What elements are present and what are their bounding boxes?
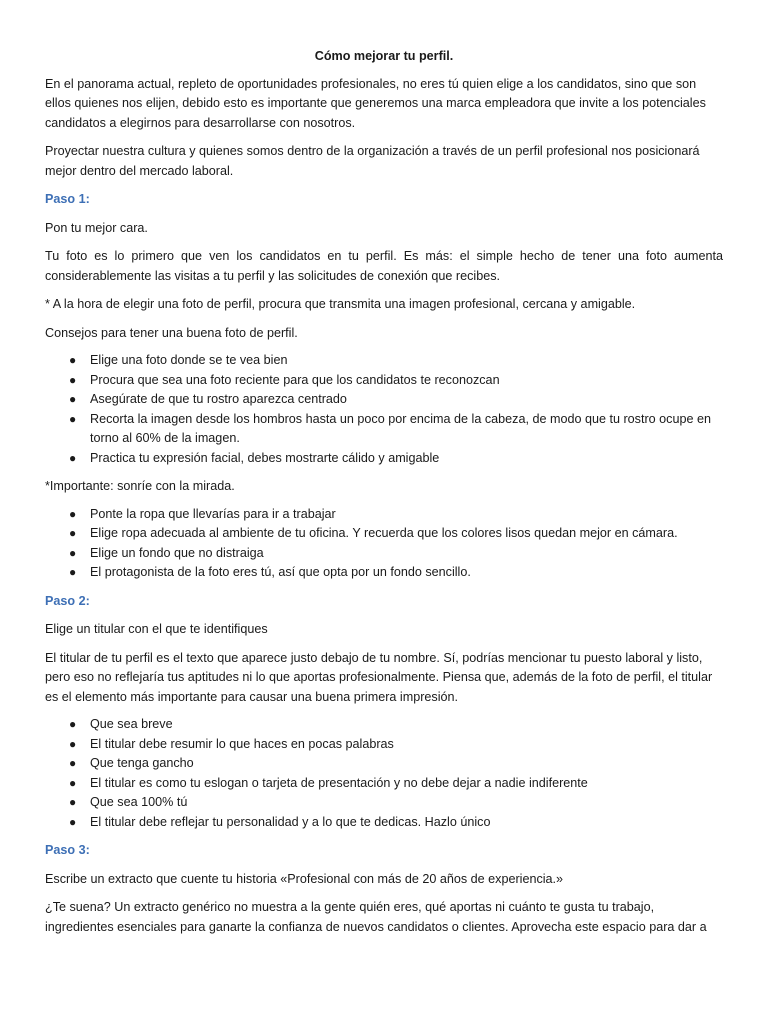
- step-3-paragraph-1: ¿Te suena? Un extracto genérico no muestra a la gente quién eres, qué aportas ni cuánto te gusta tu trabajo, ingredientes esenciales para ganarte la confianza de nuevos candidatos o clientes. Aprovecha este espacio para dar a: [45, 900, 707, 934]
- list-item-text: Asegúrate de que tu rostro aparezca centrado: [90, 392, 347, 406]
- step-1-paragraph-2: * A la hora de elegir una foto de perfil, procura que transmita una imagen profesional, cercana y amigable.: [45, 297, 636, 311]
- list-item: [69, 774, 723, 794]
- list-item-text: El protagonista de la foto eres tú, así que opta por un fondo sencillo.: [90, 565, 471, 579]
- photo-tips-list: [45, 351, 723, 468]
- list-item-text: Ponte la ropa que llevarías para ir a trabajar: [90, 506, 336, 521]
- page-title: Cómo mejorar tu perfil.: [314, 49, 454, 63]
- bullet-icon: ●: [69, 565, 77, 579]
- headline-tips-list: [45, 715, 723, 832]
- step-2-heading: Paso 2:: [45, 593, 90, 608]
- bullet-icon: ●: [69, 775, 77, 790]
- list-item: [69, 449, 723, 469]
- step-3-subtitle: Escribe un extracto que cuente tu historia «Profesional con más de 20 años de experiencia.»: [45, 871, 564, 886]
- important-note: *Importante: sonríe con la mirada.: [45, 479, 235, 493]
- list-item: [69, 754, 723, 774]
- bullet-icon: ●: [69, 506, 77, 521]
- list-item: [69, 563, 723, 583]
- list-item-text: El titular es como tu eslogan o tarjeta de presentación y no debe dejar a nadie indiferente: [90, 775, 588, 790]
- step-2-subtitle: Elige un titular con el que te identifiques: [45, 622, 268, 636]
- bullet-icon: ●: [69, 450, 77, 465]
- list-item: [69, 390, 723, 410]
- step-1-paragraph-3: Consejos para tener una buena foto de perfil.: [45, 325, 298, 340]
- list-item-text: Practica tu expresión facial, debes mostrarte cálido y amigable: [90, 450, 440, 465]
- list-item: [69, 524, 723, 544]
- list-item-text: Procura que sea una foto reciente para que los candidatos te reconozcan: [90, 372, 500, 387]
- list-item: [69, 371, 723, 391]
- step-1-paragraph-1: Tu foto es lo primero que ven los candidatos en tu perfil. Es más: el simple hecho de tener una foto aumenta considerablemente las visitas a tu perfil y las solicitudes de conexión que recibes.: [45, 249, 723, 283]
- step-1-heading: Paso 1:: [45, 192, 90, 206]
- list-item-text: Elige una foto donde se te vea bien: [90, 353, 288, 367]
- list-item-text: Elige ropa adecuada al ambiente de tu oficina. Y recuerda que los colores lisos quedan mejor en cámara.: [90, 526, 678, 540]
- clothing-tips-list: [45, 505, 723, 583]
- bullet-icon: ●: [69, 756, 77, 770]
- step-1-subtitle: Pon tu mejor cara.: [45, 220, 148, 235]
- list-item: [69, 813, 723, 833]
- list-item-text: El titular debe resumir lo que haces en pocas palabras: [90, 736, 394, 751]
- bullet-icon: ●: [69, 353, 77, 367]
- intro-paragraph-2: Proyectar nuestra cultura y quienes somos dentro de la organización a través de un perfil profesional nos posicionará mejor dentro del mercado laboral.: [45, 144, 700, 178]
- bullet-icon: ●: [69, 736, 77, 751]
- list-item-text: El titular debe reflejar tu personalidad y a lo que te dedicas. Hazlo único: [90, 814, 491, 829]
- step-3-heading: Paso 3:: [45, 843, 90, 857]
- list-item-text: Elige un fondo que no distraiga: [90, 545, 264, 560]
- list-item-text: Que tenga gancho: [90, 756, 194, 770]
- list-item-text: Recorta la imagen desde los hombros hasta un poco por encima de la cabeza, de modo que tu rostro ocupe en torno al 60% de la imagen.: [90, 411, 711, 445]
- list-item: [69, 735, 723, 755]
- list-item: [69, 793, 723, 813]
- bullet-icon: ●: [69, 392, 77, 406]
- list-item: [69, 715, 723, 735]
- list-item: [69, 505, 723, 525]
- bullet-icon: ●: [69, 717, 77, 731]
- bullet-icon: ●: [69, 411, 77, 426]
- bullet-icon: ●: [69, 526, 77, 540]
- list-item: [69, 351, 723, 371]
- list-item: [69, 410, 723, 449]
- list-item: [69, 544, 723, 564]
- bullet-icon: ●: [69, 372, 77, 387]
- bullet-icon: ●: [69, 814, 77, 829]
- list-item-text: Que sea breve: [90, 717, 173, 731]
- bullet-icon: ●: [69, 545, 77, 560]
- intro-paragraph-1: En el panorama actual, repleto de oportunidades profesionales, no eres tú quien elige a los candidatos, sino que son ellos quienes nos elijen, debido esto es importante que generemos una marca empleadora que invite a los potenciales candidatos a elegirnos para desarrollarse con nosotros.: [45, 76, 706, 130]
- step-2-paragraph-1: El titular de tu perfil es el texto que aparece justo debajo de tu nombre. Sí, podrías mencionar tu puesto laboral y listo, pero eso no reflejaría tus aptitudes ni lo que aportas profesionalmente. Piensa que, además de la foto de perfil, el titular es el elemento más importante para causar una buena primera impresión.: [45, 650, 713, 704]
- bullet-icon: ●: [69, 795, 77, 809]
- list-item-text: Que sea 100% tú: [90, 795, 188, 809]
